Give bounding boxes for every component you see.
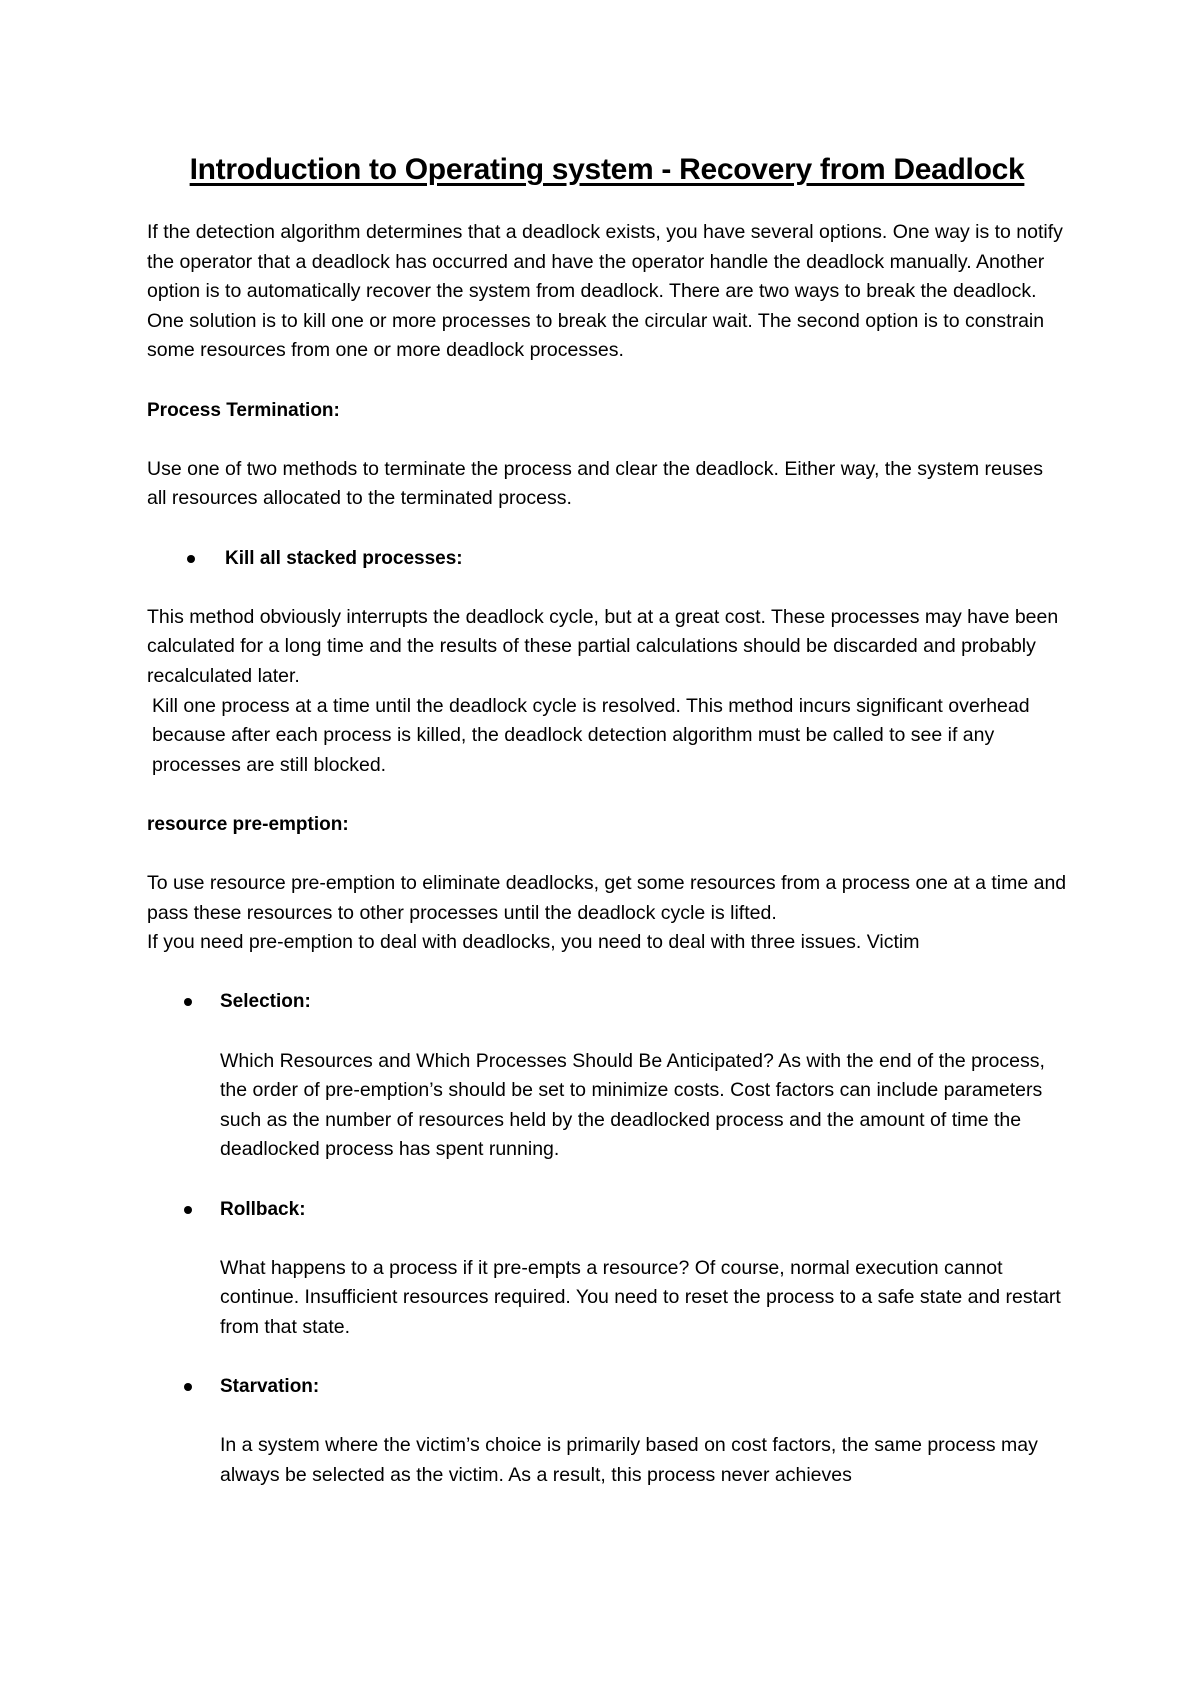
document-body [147, 150, 1067, 1491]
three-issues-paragraph: If you need pre-emption to deal with deadlocks, you need to deal with three issues. Victim [147, 931, 920, 954]
intro-paragraph: If the detection algorithm determines that a deadlock exists, you have several options. One way is to notify the operator that a deadlock has occurred and have the operator handle the deadlock manually. Another option is to automatically recover the system from deadlock. There are two ways to break the deadlock. One solution is to kill one or more processes to break the circular wait. The second option is to constrain some resources from one or more deadlock processes. [147, 221, 1063, 362]
bullet-icon [187, 555, 195, 563]
starvation-label: Starvation: [220, 1376, 320, 1398]
kill-all-label: Kill all stacked processes: [225, 547, 463, 569]
rollback-bullet [147, 1195, 1067, 1225]
starvation-paragraph: In a system where the victim’s choice is primarily based on cost factors, the same process may always be selected as the victim. As a result, this process never achieves [220, 1434, 1038, 1486]
kill-all-paragraph: This method obviously interrupts the deadlock cycle, but at a great cost. These processes may have been calculated for a long time and the results of these partial calculations should be discarded and probably recalculated later. [147, 605, 1059, 687]
resource-preemption-heading: resource pre-emption: [147, 813, 349, 835]
bullet-icon [184, 1206, 192, 1214]
rollback-label: Rollback: [220, 1198, 306, 1220]
bullet-icon [184, 1383, 192, 1391]
rollback-paragraph: What happens to a process if it pre-empts a resource? Of course, normal execution cannot continue. Insufficient resources required. You need to reset the process to a safe state and restart from that state. [220, 1256, 1061, 1338]
process-termination-paragraph: Use one of two methods to terminate the process and clear the deadlock. Either way, the system reuses all resources allocated to the terminated process. [147, 457, 1044, 510]
selection-label: Selection: [220, 991, 311, 1013]
page-title: Introduction to Operating system - Recovery from Deadlock [189, 153, 1025, 186]
process-termination-heading: Process Termination: [147, 399, 340, 421]
selection-paragraph: Which Resources and Which Processes Should Be Anticipated? As with the end of the process, the order of pre-emption’s should be set to minimize costs. Cost factors can include parameters such as the number of resources held by the deadlocked process and the amount of time the deadlocked process has spent running. [220, 1049, 1045, 1161]
resource-preemption-paragraph: To use resource pre-emption to eliminate deadlocks, get some resources from a process one at a time and pass these resources to other processes until the deadlock cycle is lifted. [147, 872, 1067, 924]
kill-one-paragraph: Kill one process at a time until the deadlock cycle is resolved. This method incurs significant overhead because after each process is killed, the deadlock detection algorithm must be called to see if any processes are still blocked. [152, 694, 1030, 776]
selection-bullet [147, 987, 1067, 1017]
bullet-icon [184, 998, 192, 1006]
starvation-bullet [147, 1372, 1067, 1402]
kill-all-bullet [147, 544, 1067, 574]
